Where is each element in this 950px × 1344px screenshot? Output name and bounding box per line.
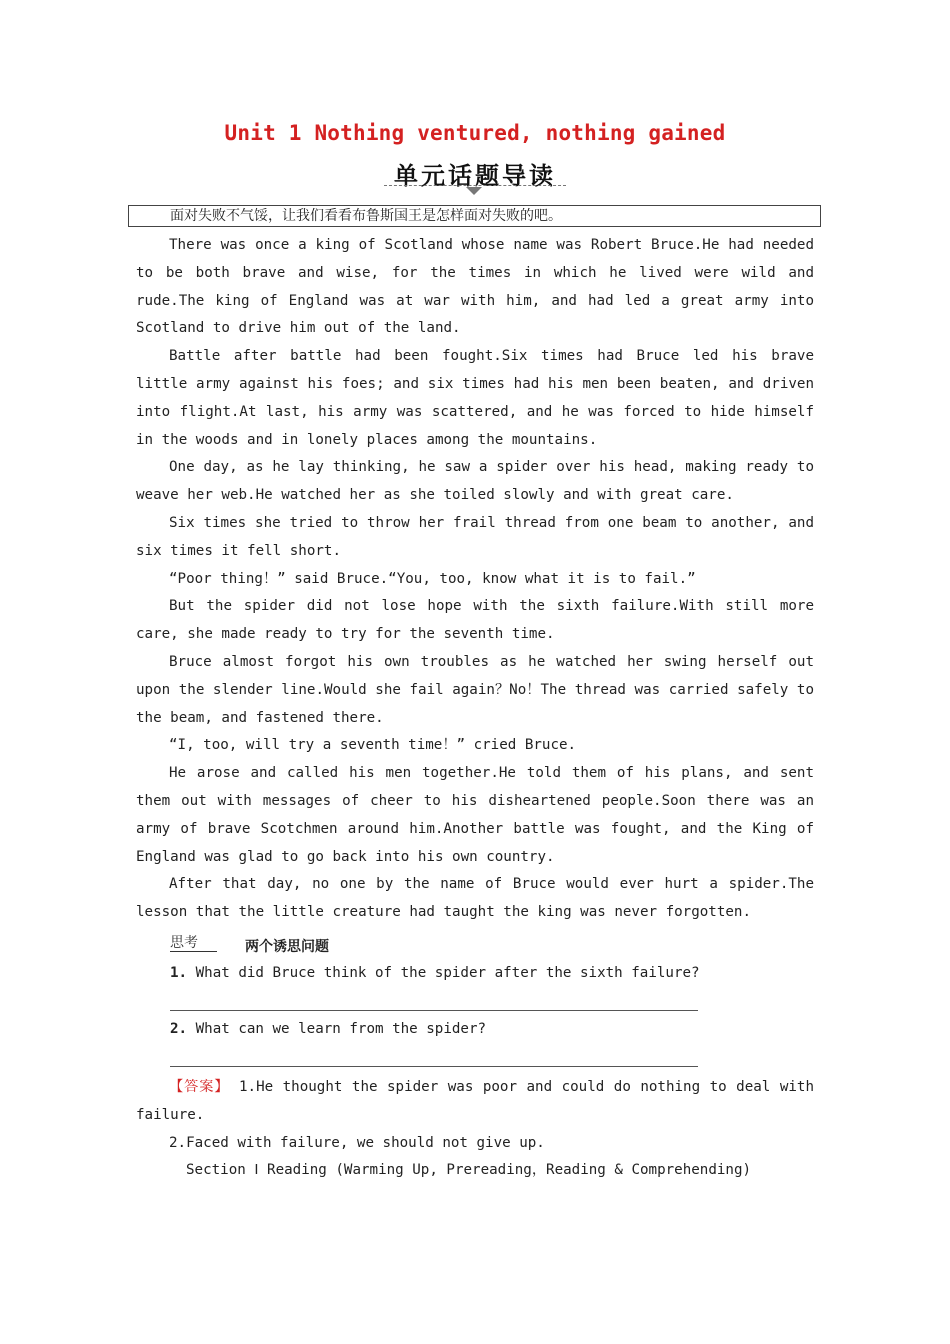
think-label: 思考 (170, 935, 198, 951)
unit-title: Unit 1 Nothing ventured, nothing gained (224, 121, 726, 145)
story-paragraph: “Poor thing！” said Bruce.“You, too, know what it is to fail.” (169, 570, 696, 587)
think-heading: 两个诱思问题 (245, 939, 329, 955)
story-paragraph: After that day, no one by the name of Bruce would ever hurt a spider.The lesson that the little creature had taught the king was never forgotten. (136, 876, 814, 921)
question-1 (170, 965, 700, 981)
heading-underline (384, 185, 566, 186)
intro-box (128, 205, 821, 227)
answer-blank-1[interactable] (170, 1010, 698, 1011)
story-paragraph: Six times she tried to throw her frail thread from one beam to another, and six times it fell short. (136, 514, 814, 559)
story-paragraph: Battle after battle had been fought.Six times had Bruce led his brave little army against his foes; and six times had his men been beaten, and driven into flight.At last, his army was scattered, and he was forced to hide himself in the woods and in lonely places among the mountains. (136, 348, 814, 448)
section-title: Section Ⅰ Reading (Warming Up, Prereading，Reading & Comprehending) (186, 1162, 752, 1178)
question-2 (170, 1021, 486, 1037)
question-number: 2. (170, 1021, 188, 1037)
question-text: What can we learn from the spider? (195, 1021, 487, 1037)
answer-line-1 (136, 1074, 814, 1130)
answer-tag: 【答案】 (169, 1079, 230, 1095)
story-paragraph: One day, as he lay thinking, he saw a spider over his head, making ready to weave her web.He watched her as she toiled slowly and with great care. (136, 459, 814, 504)
section-heading: 单元话题导读 (394, 162, 556, 190)
answer-blank-2[interactable] (170, 1066, 698, 1067)
story-paragraph: Bruce almost forgot his own troubles as he watched her swing herself out upon the slender line.Would she fail again？No！The thread was carried safely to the beam, and fastened there. (136, 653, 814, 726)
question-number: 1. (170, 965, 188, 981)
question-text: What did Bruce think of the spider after the sixth failure? (195, 965, 700, 981)
story-paragraph: He arose and called his men together.He told them of his plans, and sent them out with messages of cheer to his disheartened people.Soon there was an army of brave Scotchmen around him.Another battle was fought, and the King of England was glad to go back into his own country. (136, 765, 814, 865)
answer-line-2: 2.Faced with failure, we should not give up. (169, 1134, 545, 1151)
answer-block (136, 1074, 814, 1157)
story-paragraph: But the spider did not lose hope with the sixth failure.With still more care, she made ready to try for the seventh time. (136, 598, 814, 643)
story-text (136, 232, 814, 927)
intro-text: 面对失败不气馁，让我们看看布鲁斯国王是怎样面对失败的吧。 (170, 208, 562, 224)
story-paragraph: “I, too, will try a seventh time！” cried Bruce. (169, 737, 577, 754)
story-paragraph: There was once a king of Scotland whose name was Robert Bruce.He had needed to be both brave and wise, for the times in which he lived were wild and rude.The king of England was at war with him, and had led a great army into Scotland to drive him out of the land. (136, 237, 814, 337)
answer-text: 1.He thought the spider was poor and could do nothing to deal with failure. (136, 1079, 814, 1123)
down-arrow-icon (466, 187, 482, 195)
think-underline (170, 951, 217, 952)
